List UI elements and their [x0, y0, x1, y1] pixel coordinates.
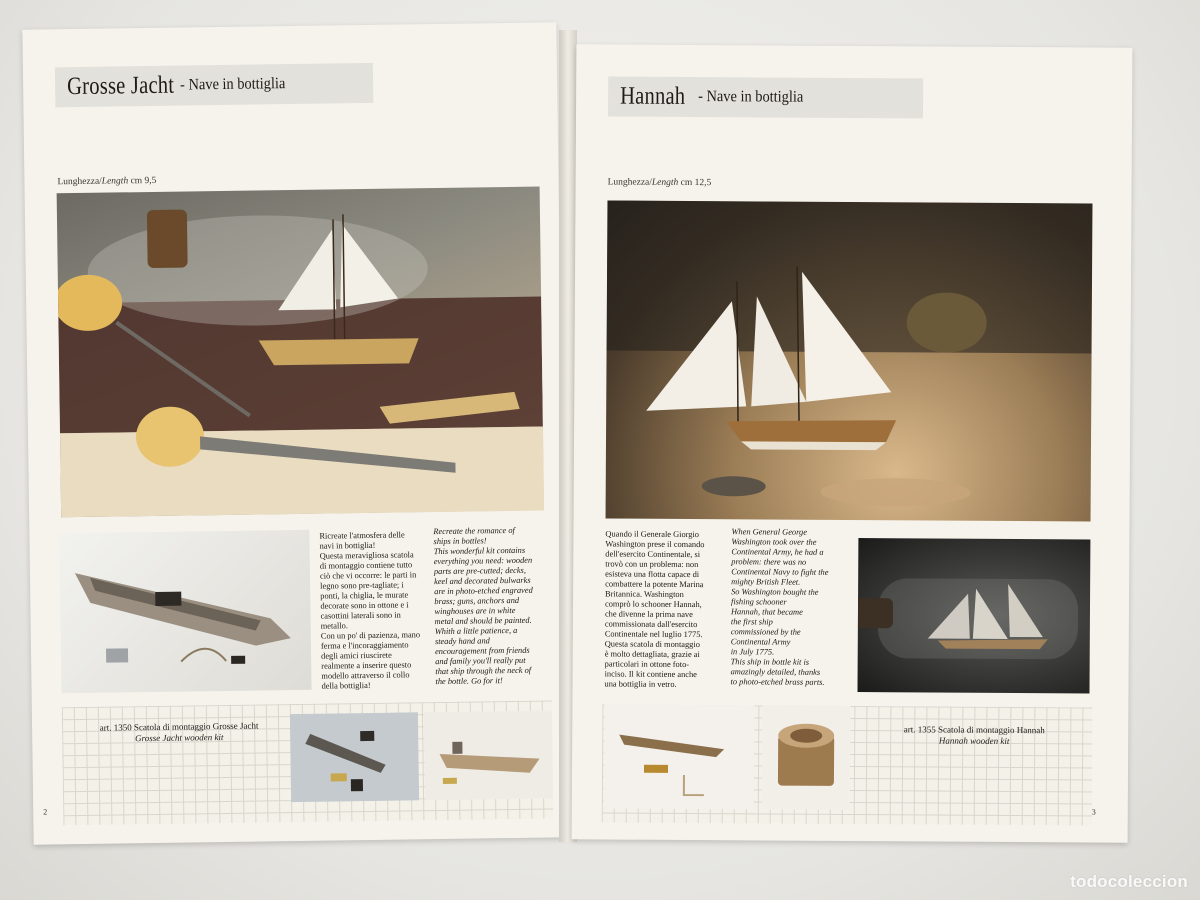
- left-title-band: [55, 63, 374, 107]
- right-title: Hannah: [620, 82, 686, 110]
- right-page-number: 3: [1091, 807, 1096, 817]
- grosse-jacht-hull-photo: [59, 530, 311, 693]
- hannah-kit-parts-image: [604, 704, 755, 809]
- hannah-kit-caption: art. 1355 Scatola di montaggio Hannah Hannah wooden kit: [903, 724, 1045, 746]
- grosse-jacht-main-photo: [57, 187, 544, 518]
- hannah-kit-parts-photo: [604, 704, 755, 809]
- grosse-jacht-text-english: Recreate the romance of ships in bottles! This wonderful kit contains everything you need: wooden parts are pre-cutted; decks, keel and decorated bulwarks are in photo-etched engraved brass; guns, anchors and winghouses are in white metal and should be painted. Whith a little patience, a steady hand and encouragement from friends and family you'll really put that ship through the neck of the bottle. Go for it!: [433, 525, 533, 687]
- grosse-jacht-hull-image: [59, 530, 311, 693]
- grosse-jacht-kit-finished-photo: [424, 710, 553, 800]
- right-length-label: Lunghezza/Length cm 12,5: [607, 177, 712, 189]
- left-page-number: 2: [43, 807, 48, 817]
- left-title: Grosse Jacht: [66, 71, 175, 101]
- right-page: [572, 44, 1133, 842]
- right-title-band: [608, 77, 923, 119]
- hannah-text-english: When General George Washington took over the Continental Army, he had a problem: there was no Continental Navy to fight the mighty British Fleet. So Washington bought the fishing schooner Hannah, that became the first ship commissioned by the Continental Army in July 1775. This ship in bottle kit is amazingly detailed, thanks to photo-etched brass parts.: [730, 527, 829, 687]
- right-subtitle: - Nave in bottiglia: [697, 88, 803, 106]
- grosse-jacht-bottle-scene-image: [57, 187, 544, 518]
- hannah-main-photo: [606, 201, 1093, 522]
- hannah-kit-box-photo: [762, 705, 851, 810]
- round-kit-box-image: [762, 705, 851, 810]
- grosse-jacht-text-italian: Ricreate l'atmosfera delle navi in bottiglia! Questa meravigliosa scatola di montaggio contiene tutto ciò che vi occorre: le parti in legno sono pre-tagliate; i ponti, la chiglia, le murate decorate sono in ottone e i casottini laterali sono in metallo. Con un po' di pazienza, mano ferma e l'incoraggiamento degli amici riuscirete realmente a inserire questo modello attraverso il collo della bottiglia!: [319, 530, 421, 691]
- grosse-jacht-kit-parts-photo: [290, 712, 419, 802]
- grosse-jacht-kit-caption: art. 1350 Scatola di montaggio Grosse Jacht Grosse Jacht wooden kit: [99, 720, 259, 744]
- hannah-bottle-photo: [857, 538, 1090, 693]
- left-length-label: Lunghezza/Length cm 9,5: [57, 175, 157, 188]
- left-subtitle: - Nave in bottiglia: [179, 75, 286, 94]
- hannah-bottle-scene-image: [606, 201, 1093, 522]
- hannah-text-italian: Quando il Generale Giorgio Washington prese il comando dell'esercito Continentale, si trovò con un problema: non esisteva una flotta capace di combattere la potente Marina Britannica. Washington comprò lo schooner Hannah, che divenne la prima nave commissionata dall'esercito Continentale nel luglio 1775. Questa scatola di montaggio è molto dettagliata, grazie ai particolari in ottone foto- inciso. Il kit contiene anche una bottiglia in vetro.: [604, 529, 705, 689]
- kit-parts-image: [290, 712, 419, 802]
- ship-in-bottle-image: [857, 538, 1090, 693]
- finished-hull-image: [424, 710, 553, 800]
- left-page: [22, 22, 567, 844]
- todocoleccion-watermark: todocoleccion: [1070, 872, 1188, 891]
